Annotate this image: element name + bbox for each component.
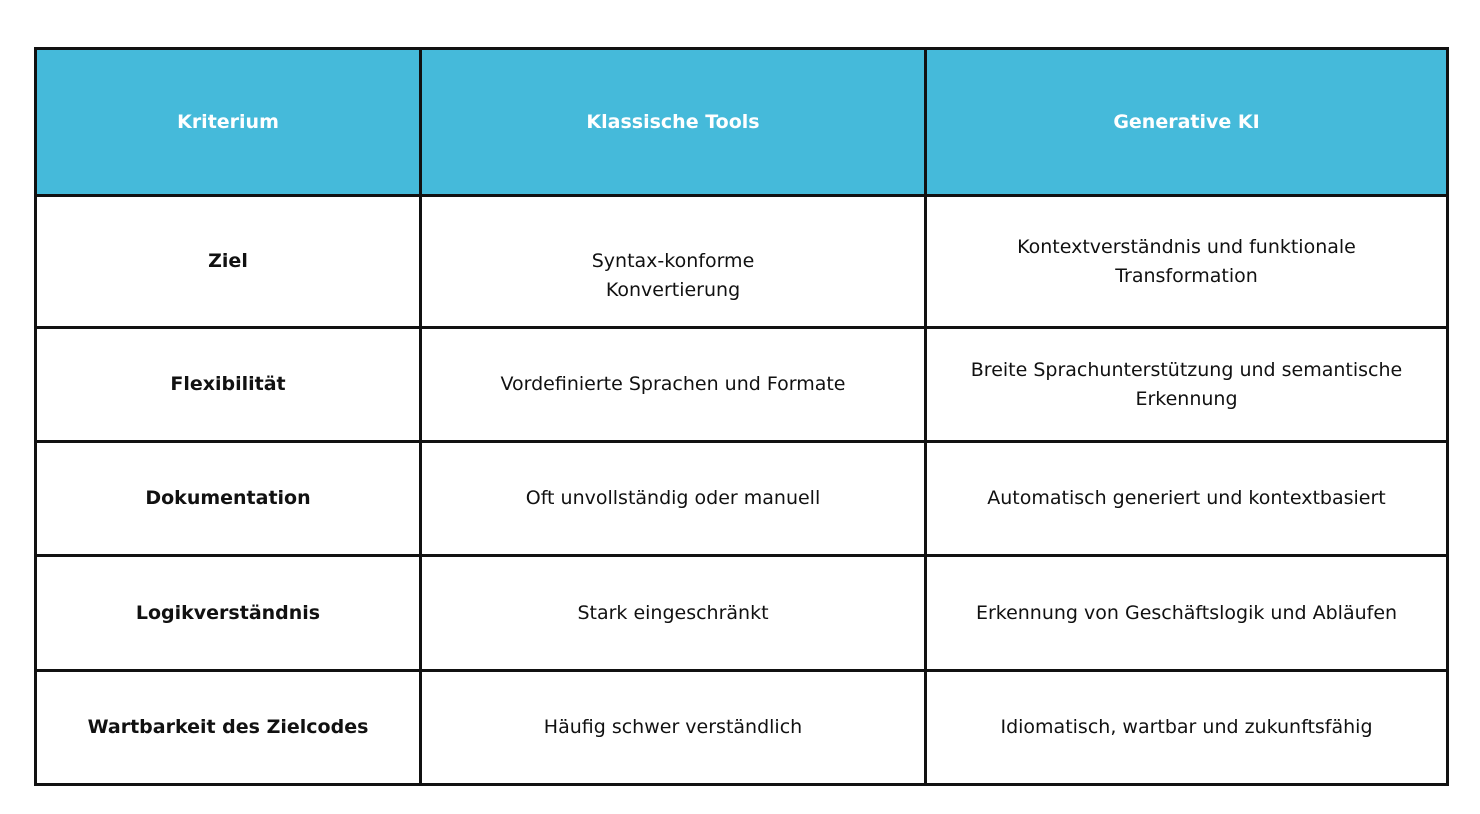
criterion-cell: Flexibilität [36,328,421,442]
table-row [36,442,1448,556]
classic-tools-cell: Stark eingeschränkt [421,556,926,671]
generative-ki-line: Transformation [1115,264,1258,287]
table-row [36,328,1448,442]
comparison-table [34,47,1449,786]
generative-ki-text [971,356,1402,414]
criterion-cell: Dokumentation [36,442,421,556]
header-kriterium: Kriterium [36,49,421,196]
generative-ki-line: Kontextverständnis und funktionale [1017,235,1356,258]
criterion-cell: Wartbarkeit des Zielcodes [36,671,421,785]
classic-tools-cell [421,196,926,328]
classic-tools-cell: Vordefinierte Sprachen und Formate [421,328,926,442]
comparison-table-container [34,47,1446,786]
criterion-cell: Ziel [36,196,421,328]
generative-ki-cell: Erkennung von Geschäftslogik und Abläufen [926,556,1448,671]
classic-tools-cell: Oft unvollständig oder manuell [421,442,926,556]
classic-tools-text [592,247,755,305]
generative-ki-line: Erkennung [1135,387,1238,410]
header-klassische-tools: Klassische Tools [421,49,926,196]
generative-ki-cell: Idiomatisch, wartbar und zukunftsfähig [926,671,1448,785]
table-row [36,556,1448,671]
generative-ki-cell [926,196,1448,328]
classic-tools-line: Syntax-konforme [591,249,755,272]
table-header-row [36,49,1448,196]
table-row [36,196,1448,328]
generative-ki-cell [926,328,1448,442]
criterion-cell: Logikverständnis [36,556,421,671]
classic-tools-cell: Häufig schwer verständlich [421,671,926,785]
table-row [36,671,1448,785]
generative-ki-cell: Automatisch generiert und kontextbasiert [926,442,1448,556]
generative-ki-line: Breite Sprachunterstützung und semantische [970,358,1403,381]
classic-tools-line: Konvertierung [605,278,741,301]
header-generative-ki: Generative KI [926,49,1448,196]
generative-ki-text [1017,233,1356,291]
